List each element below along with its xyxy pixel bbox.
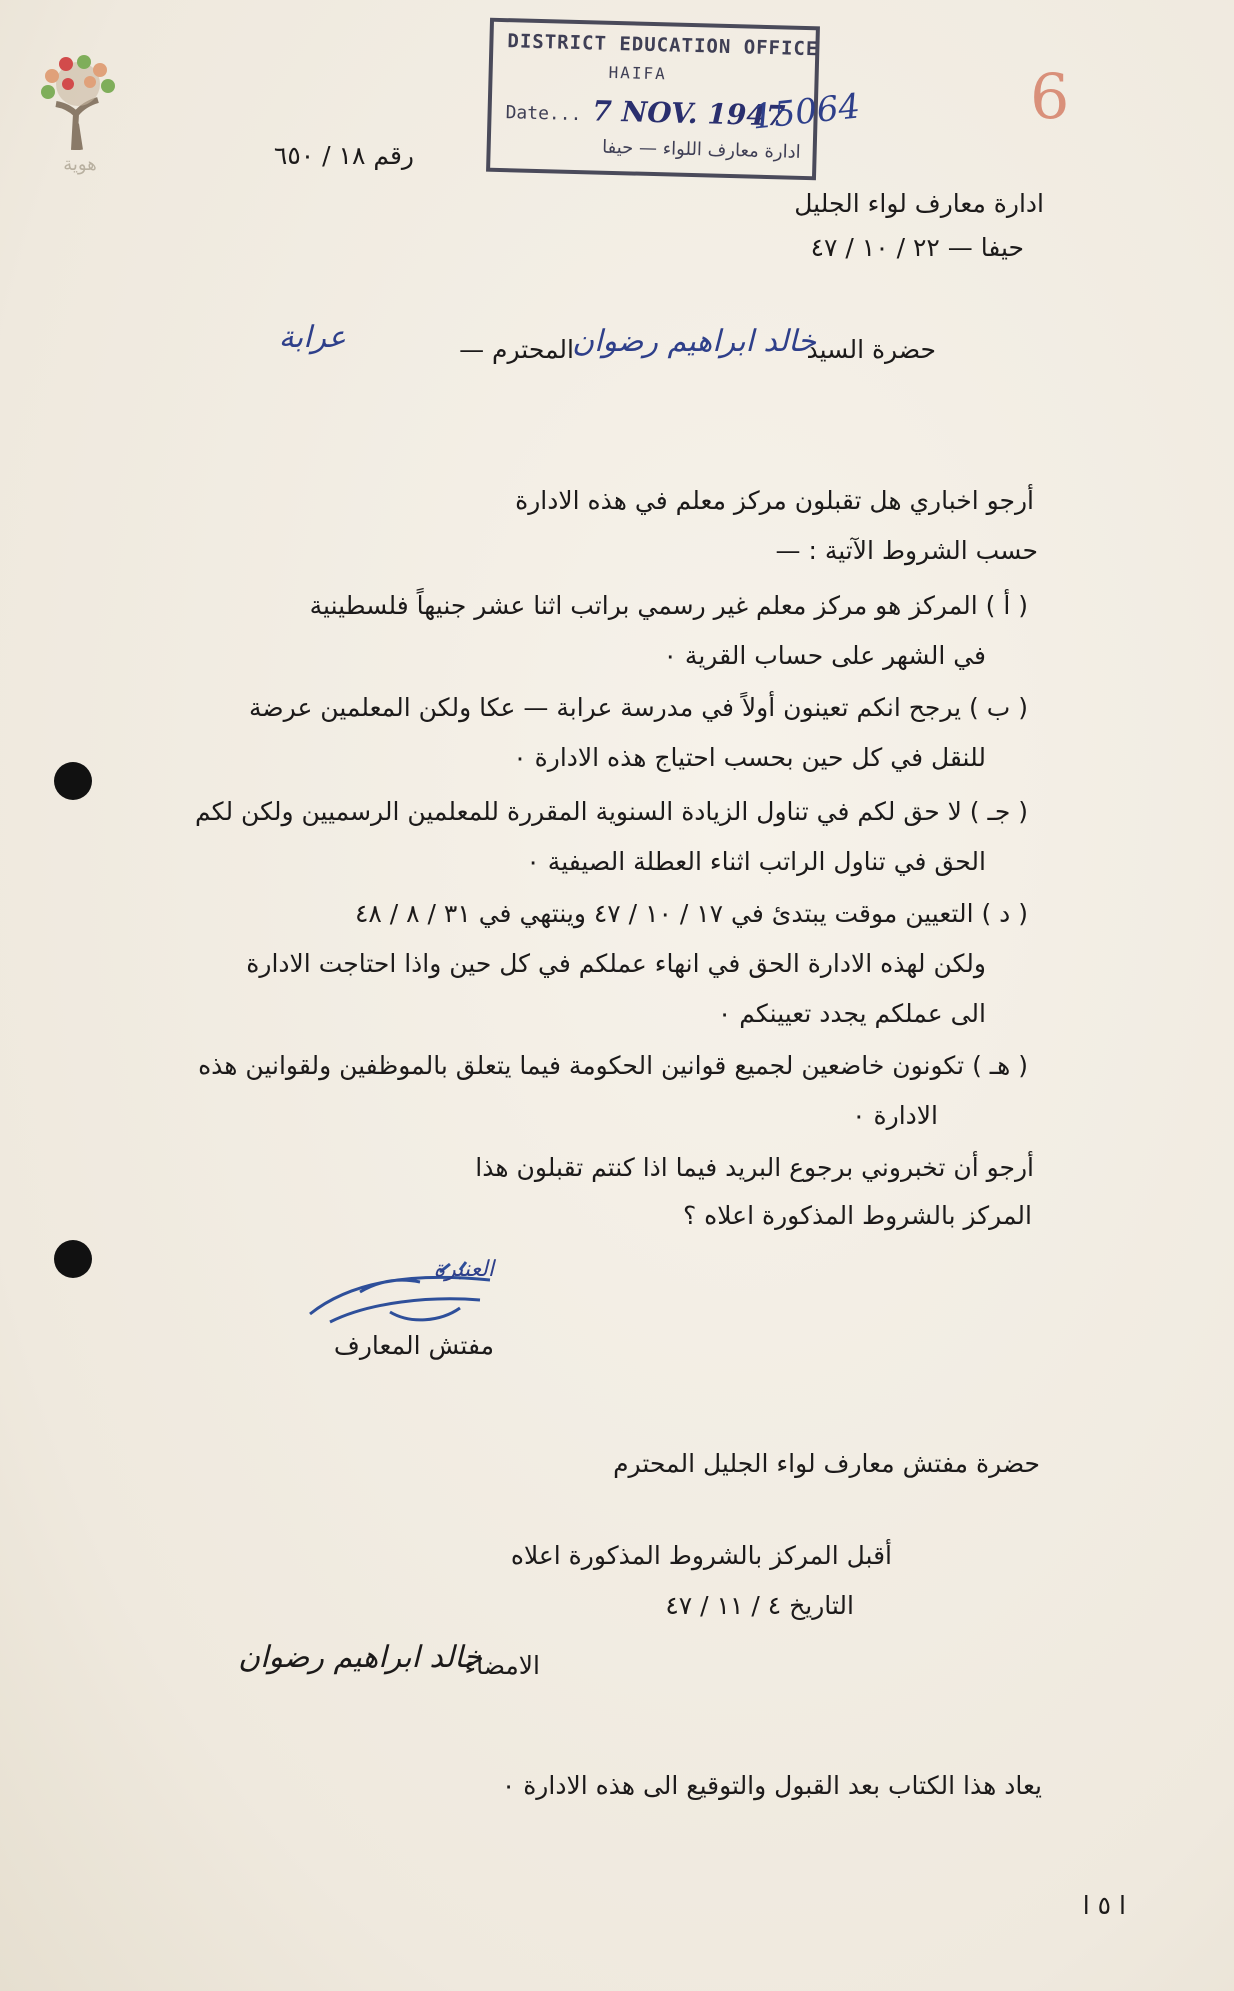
- hole-punch: [54, 762, 92, 800]
- reply-signature-label: الامضاء: [464, 1651, 540, 1680]
- logo-text: هوية: [63, 154, 97, 175]
- condition-d-line1: ( د ) التعيين موقت يبتدئ في ١٧ / ١٠ / ٤٧ وينتهي في ٣١ / ٨ / ٤٨: [354, 899, 1028, 928]
- page-number: 6: [1030, 60, 1070, 133]
- addressee-prefix: حضرة السيد: [806, 335, 936, 364]
- condition-a-line2: في الشهر على حساب القرية ٠: [663, 641, 986, 670]
- tree-logo-icon: [38, 54, 118, 150]
- issuing-office: ادارة معارف لواء الجليل: [794, 189, 1044, 218]
- stamp-number: 15064: [750, 86, 862, 138]
- condition-b-line2: للنقل في كل حين بحسب احتياج هذه الادارة ٠: [513, 743, 986, 772]
- inspector-signature-name: العنبرة: [433, 1257, 494, 1282]
- addressee-place: عرابة: [278, 320, 346, 355]
- condition-d-line3: الى عملكم يجدد تعيينكم ٠: [717, 999, 986, 1028]
- reply-signature-name: خالد ابراهيم رضوان: [238, 1640, 482, 1675]
- stamp-city: HAIFA: [608, 62, 668, 84]
- stamp-date: Date... 7 NOV. 1947: [505, 94, 786, 133]
- stamp-office: DISTRICT EDUCATION OFFICE: [507, 30, 819, 61]
- body-intro: أرجو اخباري هل تقبلون مركز معلم في هذه الادارة: [515, 486, 1034, 515]
- inspector-title: مفتش المعارف: [333, 1331, 494, 1360]
- place-and-date: حيفا — ٢٢ / ١٠ / ٤٧: [810, 233, 1024, 262]
- addressee-name: خالد ابراهيم رضوان: [572, 324, 816, 359]
- closing-line1: أرجو أن تخبروني برجوع البريد فيما اذا كنتم تقبلون هذا: [475, 1153, 1034, 1182]
- condition-c-line1: ( جـ ) لا حق لكم في تناول الزيادة السنوية المقررة للمعلمين الرسميين ولكن لكم: [195, 797, 1028, 826]
- condition-d-line2: ولكن لهذه الادارة الحق في انهاء عملكم في كل حين واذا احتاجت الادارة: [246, 949, 986, 978]
- conditions-title: حسب الشروط الآتية : —: [775, 536, 1038, 565]
- condition-b-line1: ( ب ) يرجح انكم تعينون أولاً في مدرسة عرابة — عكا ولكن المعلمين عرضة: [249, 693, 1028, 722]
- closing-line2: المركز بالشروط المذكورة اعلاه ؟: [682, 1201, 1032, 1230]
- document-code: ا ٥ ا: [1082, 1891, 1126, 1920]
- condition-e-line1: ( هـ ) تكونون خاضعين لجميع قوانين الحكومة فيما يتعلق بالموظفين ولقوانين هذه: [198, 1051, 1028, 1080]
- condition-a-line1: ( أ ) المركز هو مركز معلم غير رسمي براتب اثنا عشر جنيهاً فلسطينية: [309, 591, 1028, 620]
- reply-acceptance: أقبل المركز بالشروط المذكورة اعلاه: [510, 1541, 892, 1570]
- condition-e-line2: الادارة ٠: [852, 1101, 938, 1130]
- condition-c-line2: الحق في تناول الراتب اثناء العطلة الصيفية ٠: [526, 847, 986, 876]
- hole-punch: [54, 1240, 92, 1278]
- reply-date: التاريخ ٤ / ١١ / ٤٧: [665, 1591, 854, 1620]
- reference-number: رقم ١٨ / ٦٥٠: [273, 141, 414, 170]
- return-note: يعاد هذا الكتاب بعد القبول والتوقيع الى هذه الادارة ٠: [501, 1771, 1042, 1800]
- addressee-honorific: المحترم —: [459, 335, 574, 364]
- stamp-arabic: ادارة معارف اللواء — حيفا: [601, 136, 801, 163]
- reply-addressee: حضرة مفتش معارف لواء الجليل المحترم: [613, 1449, 1040, 1478]
